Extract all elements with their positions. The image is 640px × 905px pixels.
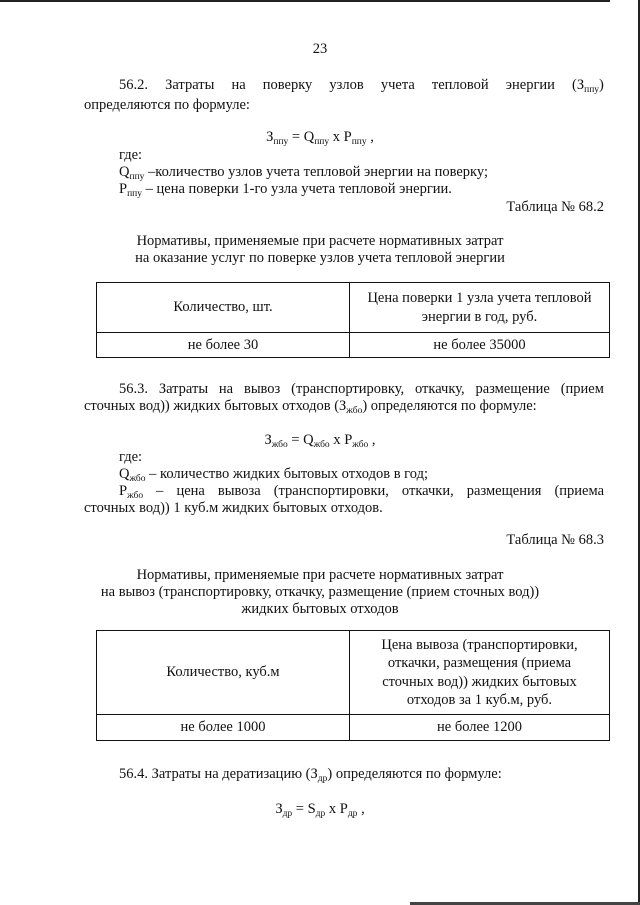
table-cell: не более 1000 — [97, 715, 350, 741]
s563-word: вывоза — [217, 483, 261, 499]
s563-word: (приема — [554, 483, 604, 499]
table-header-cell: Цена вывоза (транспортировки, откачки, размещения (приема сточных вод)) жидких бытовых отходов за 1 куб.м, руб. — [350, 631, 610, 715]
s563-word: откачки, — [401, 483, 454, 499]
s563-where: где: — [119, 449, 143, 465]
s563-paragraph-line2: сточных вод)) жидких бытовых отходов $(З_{жбо})$ определяются по формуле: — [84, 398, 537, 416]
s563-word: Затраты — [158, 381, 209, 397]
s562-word: учета — [380, 77, 415, 93]
table-header-row — [97, 283, 610, 333]
table-header-cell: Цена поверки 1 узла учета тепловой энергии в год, руб. — [350, 283, 610, 333]
s562-paragraph-line1 — [119, 76, 604, 94]
s563-word: размещения — [466, 483, 542, 499]
s563-table-title-line2: на вывоз (транспортировку, откачку, размещение (прием сточных вод)) — [100, 584, 540, 600]
s563-formula: $З_{жбо} = Q_{жбо}$ x $P_{жбо}$ , — [264, 432, 376, 450]
s563-word: вывоз — [243, 381, 281, 397]
s563-definition-p-line1 — [119, 482, 604, 500]
s563-norms-table — [96, 630, 610, 741]
s562-definition-q: $Q_{ппу}$ –количество узлов учета тепловой энергии на поверку; — [119, 164, 488, 182]
table-header-row — [97, 631, 610, 715]
s563-word: на — [218, 381, 234, 397]
s562-word: узлов — [329, 77, 364, 93]
s562-table-title-line2: на оказание услуг по поверке узлов учета тепловой энергии — [135, 250, 505, 266]
table-header-cell: Количество, шт. — [97, 283, 350, 333]
s563-word: (транспортировку, — [291, 381, 405, 397]
s562-symbol: $(З_{ппу})$ — [572, 77, 604, 95]
table-row — [97, 715, 610, 741]
s562-word: на — [231, 77, 246, 93]
s562-word: тепловой — [431, 77, 489, 93]
s563-table-title-line3: жидких бытовых отходов — [241, 601, 399, 617]
scan-edge-top — [0, 0, 610, 2]
s563-definition-q: $Q_{жбо}$ – количество жидких бытовых отходов в год; — [119, 466, 428, 484]
s562-formula: $З_{ппу} = Q_{ппу}$ x $P_{ппу}$ , — [266, 129, 374, 147]
s562-word: поверку — [262, 77, 313, 93]
s563-paragraph-line1 — [119, 380, 604, 398]
table-cell: не более 35000 — [350, 333, 610, 358]
s563-table-title-line1: Нормативы, применяемые при расчете нормативных затрат — [136, 567, 504, 583]
table-cell: не более 30 — [97, 333, 350, 358]
s563-symbol: $P_{жбо}$ — [119, 483, 144, 501]
s563-table-label: Таблица № 68.3 — [506, 532, 604, 548]
s563-definition-p-line2: сточных вод)) 1 куб.м жидких бытовых отходов. — [84, 500, 383, 516]
s563-word: – — [156, 483, 164, 499]
s564-paragraph-line1: 56.4. Затраты на дератизацию $(З_{др})$ определяются по формуле: — [119, 766, 502, 784]
page-number: 23 — [312, 41, 328, 57]
table-row — [97, 333, 610, 358]
s562-table-title-line1: Нормативы, применяемые при расчете нормативных затрат — [136, 233, 504, 249]
s563-word: откачку, — [414, 381, 465, 397]
s563-word: (прием — [560, 381, 604, 397]
s564-formula: $З_{др} = S_{др}$ x $P_{др}$ , — [275, 801, 365, 819]
s562-definition-p: $P_{ппу}$ – цена поверки 1-го узла учета тепловой энергии. — [119, 181, 452, 199]
table-cell: не более 1200 — [350, 715, 610, 741]
s562-word: 56.2. — [119, 77, 148, 93]
s563-word: 56.3. — [119, 381, 148, 397]
s562-word: энергии — [505, 77, 555, 93]
s563-word: размещение — [475, 381, 550, 397]
table-header-cell: Количество, куб.м — [97, 631, 350, 715]
s563-word: (транспортировки, — [273, 483, 389, 499]
s562-paragraph-line2: определяются по формуле: — [84, 97, 250, 113]
s562-word: Затраты — [165, 77, 215, 93]
s562-norms-table — [96, 282, 610, 358]
s563-word: цена — [176, 483, 205, 499]
s562-where: где: — [119, 147, 143, 163]
s562-table-label: Таблица № 68.2 — [506, 199, 604, 215]
